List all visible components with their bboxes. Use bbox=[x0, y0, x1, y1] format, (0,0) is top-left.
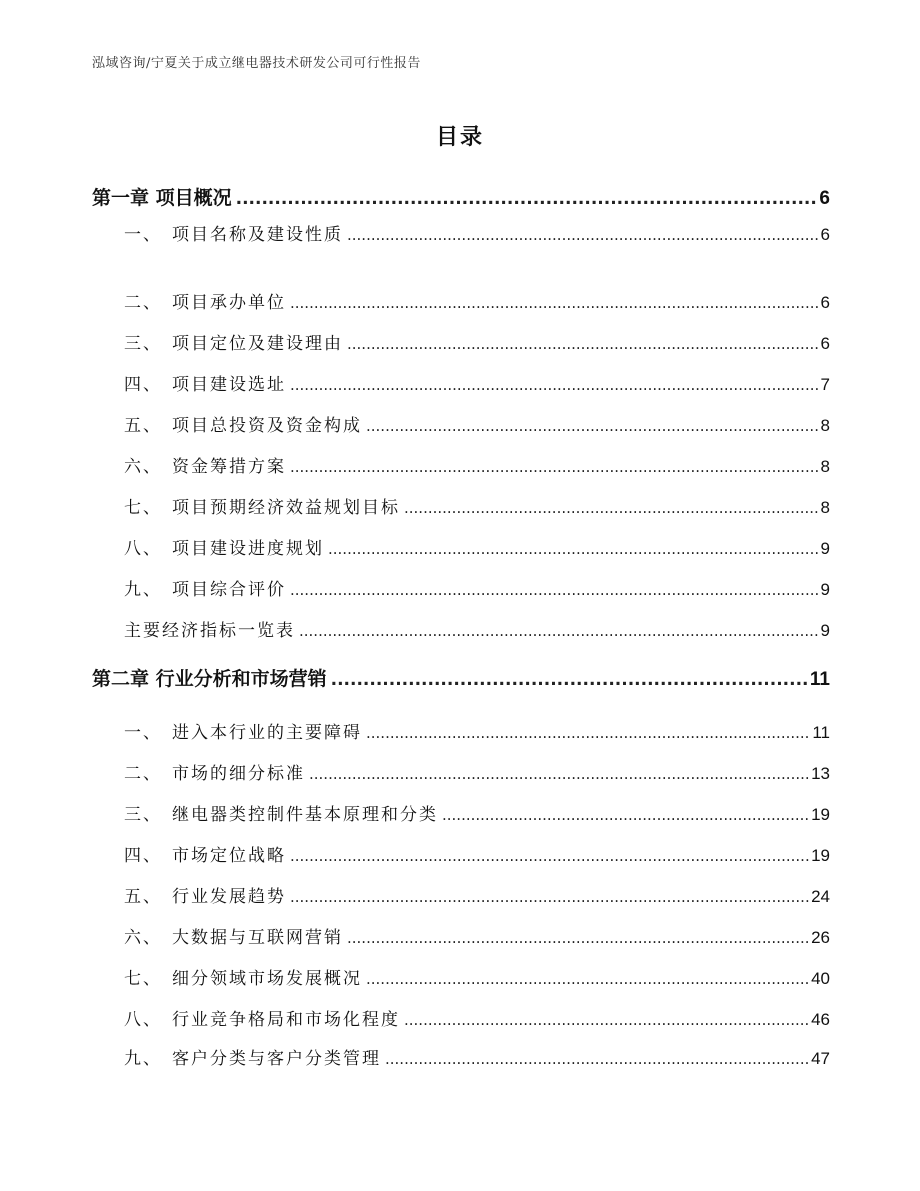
toc-leader-dots bbox=[290, 457, 819, 477]
toc-page-number: 6 bbox=[820, 334, 830, 353]
toc-leader-dots bbox=[290, 580, 819, 600]
toc-leader-dots bbox=[236, 187, 818, 209]
toc-entry-label: 行业发展趋势 bbox=[172, 887, 286, 907]
toc-entry-number: 二、 bbox=[124, 764, 162, 784]
toc-page-number: 8 bbox=[820, 416, 830, 435]
toc-entry-number: 九、 bbox=[124, 580, 162, 600]
toc-leader-dots bbox=[366, 416, 819, 436]
table-of-contents bbox=[92, 0, 830, 1191]
running-header: 泓域咨询/宁夏关于成立继电器技术研发公司可行性报告 bbox=[92, 56, 421, 71]
toc-page-number: 6 bbox=[820, 293, 830, 312]
toc-entry[interactable] bbox=[92, 1005, 830, 1030]
toc-page-number: 7 bbox=[820, 375, 830, 394]
toc-entry-number: 一、 bbox=[124, 225, 162, 245]
toc-entry-label: 资金筹措方案 bbox=[172, 457, 286, 477]
toc-entry-number: 四、 bbox=[124, 846, 162, 866]
toc-page-number: 9 bbox=[820, 621, 830, 640]
toc-entry[interactable] bbox=[92, 964, 830, 989]
toc-page-number: 9 bbox=[820, 580, 830, 599]
toc-entry[interactable] bbox=[92, 882, 830, 907]
toc-entry[interactable] bbox=[92, 575, 830, 600]
toc-chapter-label: 第一章 项目概况 bbox=[92, 187, 232, 209]
toc-page-number: 9 bbox=[820, 539, 830, 558]
toc-entry[interactable] bbox=[92, 329, 830, 354]
toc-entry[interactable] bbox=[92, 1044, 830, 1069]
toc-title: 目录 bbox=[435, 125, 484, 150]
toc-leader-dots bbox=[442, 805, 809, 825]
toc-entry[interactable] bbox=[92, 288, 830, 313]
toc-entry-label: 项目预期经济效益规划目标 bbox=[172, 498, 400, 518]
toc-entry[interactable] bbox=[92, 800, 830, 825]
toc-leader-dots bbox=[347, 225, 819, 245]
toc-entry-label: 行业竞争格局和市场化程度 bbox=[172, 1010, 400, 1030]
toc-entry-number: 八、 bbox=[124, 539, 162, 559]
toc-entry[interactable] bbox=[92, 220, 830, 245]
toc-entry-number: 三、 bbox=[124, 805, 162, 825]
toc-leader-dots bbox=[366, 969, 809, 989]
toc-entry[interactable] bbox=[92, 841, 830, 866]
toc-entry-number: 五、 bbox=[124, 887, 162, 907]
toc-entry-label: 项目承办单位 bbox=[172, 293, 286, 313]
toc-entry-label: 市场的细分标准 bbox=[172, 764, 305, 784]
toc-entry[interactable] bbox=[92, 616, 830, 641]
toc-entry-label: 大数据与互联网营销 bbox=[172, 928, 343, 948]
toc-leader-dots bbox=[404, 1010, 809, 1030]
toc-page-number: 19 bbox=[811, 846, 830, 865]
toc-entry[interactable] bbox=[92, 452, 830, 477]
toc-leader-dots bbox=[309, 764, 809, 784]
toc-page-number: 8 bbox=[820, 457, 830, 476]
toc-page-number: 26 bbox=[811, 928, 830, 947]
toc-entry[interactable] bbox=[92, 493, 830, 518]
toc-page-number: 6 bbox=[820, 225, 830, 244]
toc-chapter-1[interactable] bbox=[92, 183, 830, 210]
toc-page-number: 24 bbox=[811, 887, 830, 906]
toc-entry-number: 六、 bbox=[124, 457, 162, 477]
toc-entry-label: 项目总投资及资金构成 bbox=[172, 416, 362, 436]
toc-chapter-label: 第二章 行业分析和市场营销 bbox=[92, 668, 327, 690]
toc-entry-label: 市场定位战略 bbox=[172, 846, 286, 866]
toc-page-number: 40 bbox=[811, 969, 830, 988]
toc-entry-number: 四、 bbox=[124, 375, 162, 395]
toc-entry-label: 项目建设进度规划 bbox=[172, 539, 324, 559]
toc-page-number: 11 bbox=[809, 669, 830, 690]
toc-entry-label: 继电器类控制件基本原理和分类 bbox=[172, 805, 438, 825]
toc-leader-dots bbox=[290, 846, 809, 866]
toc-entry-number: 八、 bbox=[124, 1010, 162, 1030]
toc-entry-number: 二、 bbox=[124, 293, 162, 313]
toc-page-number: 19 bbox=[811, 805, 830, 824]
toc-leader-dots bbox=[290, 293, 819, 313]
toc-entry-number: 六、 bbox=[124, 928, 162, 948]
toc-entry-number: 七、 bbox=[124, 498, 162, 518]
toc-leader-dots bbox=[328, 539, 819, 559]
toc-entry-label: 项目建设选址 bbox=[172, 375, 286, 395]
toc-leader-dots bbox=[404, 498, 819, 518]
toc-entry-label: 客户分类与客户分类管理 bbox=[172, 1049, 381, 1069]
toc-entry-label: 进入本行业的主要障碍 bbox=[172, 723, 362, 743]
toc-chapter-2[interactable] bbox=[92, 664, 830, 691]
toc-entry-number: 九、 bbox=[124, 1049, 162, 1069]
toc-leader-dots bbox=[366, 723, 810, 743]
toc-leader-dots bbox=[299, 621, 819, 641]
toc-entry-number: 一、 bbox=[124, 723, 162, 743]
toc-entry[interactable] bbox=[92, 411, 830, 436]
toc-entry[interactable] bbox=[92, 370, 830, 395]
toc-leader-dots bbox=[347, 334, 819, 354]
toc-entry-number: 三、 bbox=[124, 334, 162, 354]
toc-entry[interactable] bbox=[92, 718, 830, 743]
toc-entry[interactable] bbox=[92, 759, 830, 784]
toc-page-number: 6 bbox=[819, 188, 830, 209]
toc-page-number: 46 bbox=[811, 1010, 830, 1029]
toc-entry-label: 主要经济指标一览表 bbox=[124, 621, 295, 641]
toc-leader-dots bbox=[290, 887, 809, 907]
toc-entry-label: 项目名称及建设性质 bbox=[172, 225, 343, 245]
toc-page-number: 13 bbox=[811, 764, 830, 783]
toc-entry-label: 项目定位及建设理由 bbox=[172, 334, 343, 354]
toc-entry[interactable] bbox=[92, 534, 830, 559]
toc-entry[interactable] bbox=[92, 923, 830, 948]
toc-page-number: 8 bbox=[820, 498, 830, 517]
toc-entry-label: 细分领域市场发展概况 bbox=[172, 969, 362, 989]
toc-leader-dots bbox=[290, 375, 819, 395]
toc-entry-label: 项目综合评价 bbox=[172, 580, 286, 600]
toc-leader-dots bbox=[385, 1049, 809, 1069]
toc-leader-dots bbox=[331, 668, 808, 690]
toc-page-number: 47 bbox=[811, 1049, 830, 1068]
toc-leader-dots bbox=[347, 928, 809, 948]
toc-entry-number: 七、 bbox=[124, 969, 162, 989]
toc-page-number: 11 bbox=[812, 723, 830, 742]
toc-entry-number: 五、 bbox=[124, 416, 162, 436]
